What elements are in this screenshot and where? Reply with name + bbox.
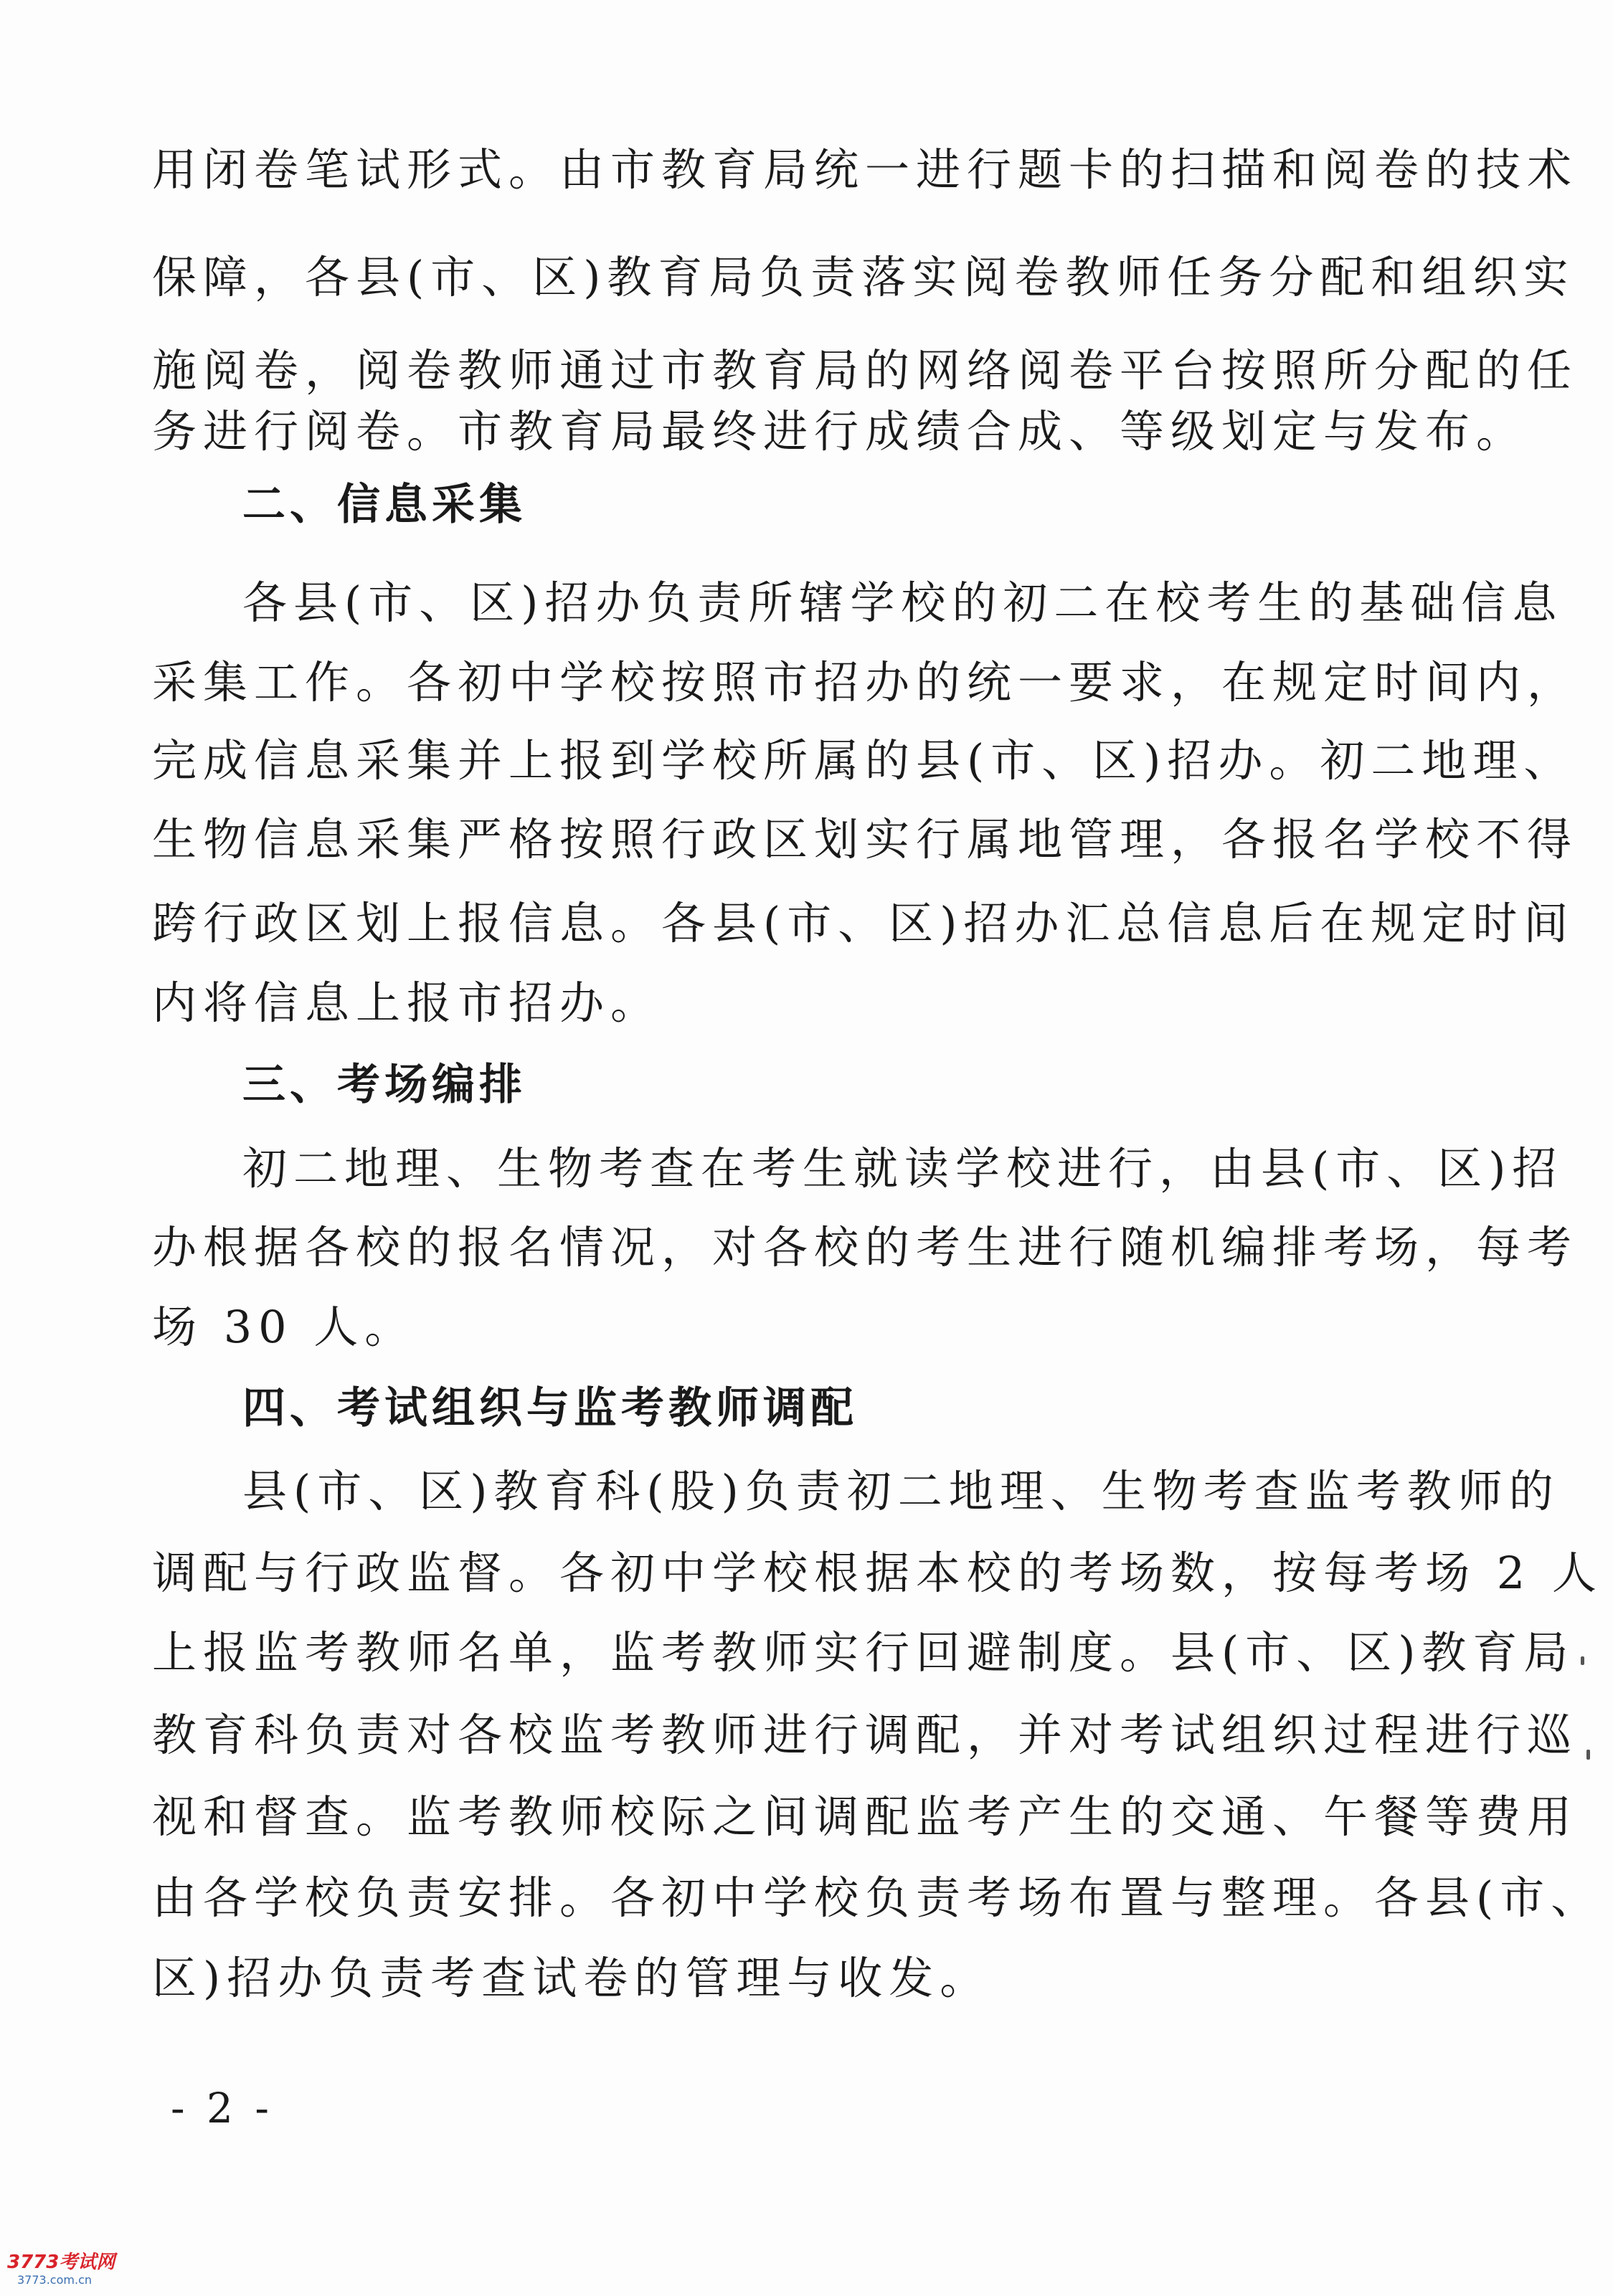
paragraph-line: 初二地理、生物考查在考生就读学校进行，由县(市、区)招 <box>242 1142 1564 1195</box>
watermark-brand: 3773考试网 <box>7 2252 115 2273</box>
paragraph-line: 用闭卷笔试形式。由市教育局统一进行题卡的扫描和阅卷的技术 <box>152 143 1579 196</box>
paragraph-line: 完成信息采集并上报到学校所属的县(市、区)招办。初二地理、 <box>152 734 1575 787</box>
paragraph-line: 施阅卷，阅卷教师通过市教育局的网络阅卷平台按照所分配的任 <box>152 344 1579 397</box>
paragraph-line: 跨行政区划上报信息。各县(市、区)招办汇总信息后在规定时间 <box>152 897 1575 949</box>
paragraph-line: 采集工作。各初中学校按照市招办的统一要求，在规定时间内， <box>152 656 1579 708</box>
paragraph-line: 生物信息采集严格按照行政区划实行属地管理，各报名学校不得 <box>152 813 1579 865</box>
paragraph-line: 保障，各县(市、区)教育局负责落实阅卷教师任务分配和组织实 <box>152 251 1575 303</box>
section-heading-exam-organization: 四、考试组织与监考教师调配 <box>242 1383 858 1433</box>
scan-speck <box>1586 1750 1590 1760</box>
section-heading-info-collection: 二、信息采集 <box>242 480 526 530</box>
paragraph-line: 上报监考教师名单，监考教师实行回避制度。县(市、区)教育局 <box>152 1626 1575 1679</box>
paragraph-line: 内将信息上报市招办。 <box>152 977 662 1029</box>
paragraph-line: 由各学校负责安排。各初中学校负责考场布置与整理。各县(市、 <box>152 1872 1602 1924</box>
paragraph-line: 办根据各校的报名情况，对各校的考生进行随机编排考场，每考 <box>152 1221 1579 1273</box>
watermark-url: 3773.com.cn <box>17 2273 92 2287</box>
paragraph-line: 视和督查。监考教师校际之间调配监考产生的交通、午餐等费用 <box>152 1790 1579 1843</box>
paragraph-line: 各县(市、区)招办负责所辖学校的初二在校考生的基础信息 <box>242 577 1564 629</box>
site-watermark <box>7 2252 129 2293</box>
paragraph-line: 调配与行政监督。各初中学校根据本校的考场数，按每考场 2 人 <box>152 1547 1603 1599</box>
paragraph-line: 区)招办负责考查试卷的管理与收发。 <box>152 1952 991 2004</box>
paragraph-line: 场 30 人。 <box>152 1301 416 1353</box>
paragraph-line: 务进行阅卷。市教育局最终进行成绩合成、等级划定与发布。 <box>152 405 1528 457</box>
paragraph-line: 县(市、区)教育科(股)负责初二地理、生物考查监考教师的 <box>242 1465 1560 1517</box>
scan-speck <box>1581 1656 1584 1665</box>
paragraph-line: 教育科负责对各校监考教师进行调配，并对考试组织过程进行巡 <box>152 1709 1579 1761</box>
section-heading-exam-room-arrangement: 三、考场编排 <box>242 1060 526 1110</box>
page-number: - 2 - <box>171 2084 273 2133</box>
